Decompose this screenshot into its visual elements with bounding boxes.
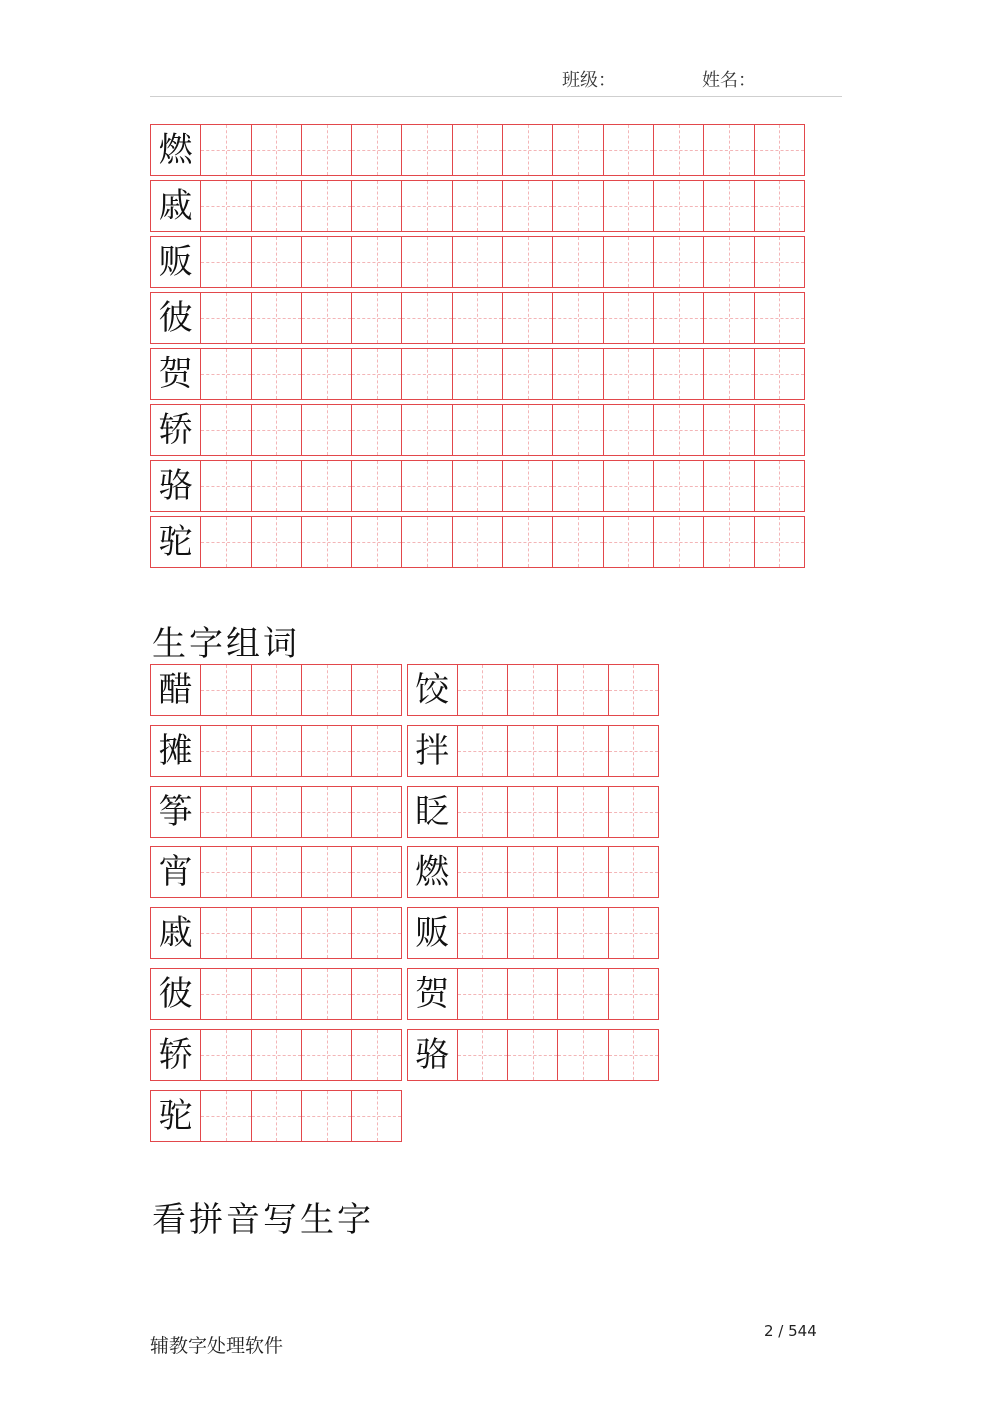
writing-cell[interactable] (452, 348, 503, 400)
practice-row (150, 124, 805, 176)
writing-cell[interactable] (552, 180, 603, 232)
writing-cell[interactable] (703, 292, 754, 344)
writing-cell[interactable] (603, 292, 654, 344)
writing-cell[interactable] (200, 460, 251, 512)
writing-cell[interactable] (754, 180, 805, 232)
writing-cell[interactable] (200, 348, 251, 400)
writing-cell[interactable] (351, 516, 402, 568)
writing-cell[interactable] (401, 460, 452, 512)
writing-cell[interactable] (351, 1090, 402, 1142)
writing-cell[interactable] (301, 348, 352, 400)
writing-cell[interactable] (552, 348, 603, 400)
writing-cell[interactable] (507, 907, 558, 959)
model-char: 轿 (158, 1034, 193, 1075)
writing-cell[interactable] (452, 404, 503, 456)
writing-cell[interactable] (251, 460, 302, 512)
writing-cell[interactable] (653, 292, 704, 344)
writing-cell[interactable] (251, 1029, 302, 1081)
writing-cell[interactable] (301, 968, 352, 1020)
model-char-cell (407, 664, 458, 716)
writing-cell[interactable] (351, 725, 402, 777)
writing-cell[interactable] (401, 236, 452, 288)
writing-cell[interactable] (251, 180, 302, 232)
writing-cell[interactable] (502, 460, 553, 512)
model-char-cell (150, 725, 201, 777)
writing-cell[interactable] (502, 236, 553, 288)
writing-cell[interactable] (251, 725, 302, 777)
writing-cell[interactable] (507, 664, 558, 716)
model-char-cell (150, 460, 201, 512)
model-char: 贺 (415, 974, 450, 1014)
writing-cell[interactable] (603, 348, 654, 400)
writing-cell[interactable] (608, 786, 659, 838)
model-char: 宵 (158, 852, 193, 893)
model-char: 彼 (158, 974, 193, 1014)
model-char-cell (150, 348, 201, 400)
writing-cell[interactable] (251, 786, 302, 838)
writing-cell[interactable] (251, 124, 302, 176)
word-block (407, 846, 659, 898)
writing-cell[interactable] (557, 725, 608, 777)
writing-cell[interactable] (603, 124, 654, 176)
writing-cell[interactable] (301, 460, 352, 512)
writing-cell[interactable] (703, 404, 754, 456)
word-block (150, 1090, 402, 1142)
writing-cell[interactable] (703, 460, 754, 512)
writing-cell[interactable] (351, 292, 402, 344)
model-char: 贩 (158, 242, 193, 282)
writing-cell[interactable] (552, 460, 603, 512)
practice-row (150, 404, 805, 456)
writing-cell[interactable] (351, 348, 402, 400)
model-char-cell (150, 292, 201, 344)
model-char-cell (150, 516, 201, 568)
model-char-cell (150, 664, 201, 716)
model-char: 戚 (158, 913, 193, 954)
model-char: 燃 (158, 130, 193, 170)
model-char: 骆 (158, 466, 193, 506)
writing-cell[interactable] (200, 968, 251, 1020)
writing-cell[interactable] (608, 1029, 659, 1081)
writing-cell[interactable] (507, 1029, 558, 1081)
writing-cell[interactable] (507, 846, 558, 898)
word-block (150, 907, 402, 959)
model-char-cell (407, 725, 458, 777)
writing-cell[interactable] (351, 404, 402, 456)
model-char-cell (407, 846, 458, 898)
writing-cell[interactable] (703, 180, 754, 232)
writing-cell[interactable] (200, 516, 251, 568)
writing-cell[interactable] (653, 180, 704, 232)
model-char-cell (407, 907, 458, 959)
writing-cell[interactable] (502, 124, 553, 176)
writing-cell[interactable] (653, 404, 704, 456)
writing-cell[interactable] (552, 292, 603, 344)
writing-cell[interactable] (457, 664, 508, 716)
writing-cell[interactable] (401, 292, 452, 344)
writing-cell[interactable] (557, 907, 608, 959)
writing-cell[interactable] (703, 124, 754, 176)
writing-cell[interactable] (557, 968, 608, 1020)
writing-cell[interactable] (200, 664, 251, 716)
word-block (150, 1029, 402, 1081)
model-char: 驼 (158, 1095, 193, 1136)
writing-cell[interactable] (754, 348, 805, 400)
writing-cell[interactable] (301, 664, 352, 716)
model-char-cell (150, 907, 201, 959)
model-char: 贩 (415, 913, 450, 954)
writing-cell[interactable] (301, 124, 352, 176)
model-char: 骆 (415, 1034, 450, 1075)
model-char-cell (150, 846, 201, 898)
practice-row (150, 516, 805, 568)
practice-row (150, 236, 805, 288)
writing-cell[interactable] (754, 516, 805, 568)
writing-cell[interactable] (351, 1029, 402, 1081)
writing-cell[interactable] (507, 725, 558, 777)
writing-cell[interactable] (452, 180, 503, 232)
writing-cell[interactable] (301, 1029, 352, 1081)
writing-cell[interactable] (200, 236, 251, 288)
model-char-cell (407, 968, 458, 1020)
writing-cell[interactable] (552, 516, 603, 568)
writing-cell[interactable] (301, 516, 352, 568)
writing-cell[interactable] (351, 124, 402, 176)
writing-cell[interactable] (452, 292, 503, 344)
writing-cell[interactable] (251, 404, 302, 456)
writing-cell[interactable] (251, 516, 302, 568)
writing-cell[interactable] (200, 846, 251, 898)
word-block (150, 846, 402, 898)
word-block (407, 907, 659, 959)
writing-cell[interactable] (200, 180, 251, 232)
model-char-cell (407, 786, 458, 838)
model-char: 筝 (158, 791, 193, 832)
model-char-cell (150, 180, 201, 232)
writing-cell[interactable] (603, 180, 654, 232)
word-block (407, 968, 659, 1020)
writing-cell[interactable] (507, 786, 558, 838)
writing-cell[interactable] (653, 236, 704, 288)
practice-row (150, 348, 805, 400)
writing-cell[interactable] (200, 1029, 251, 1081)
writing-cell[interactable] (200, 124, 251, 176)
software-name: 辅教字处理软件 (150, 1335, 284, 1357)
word-block (150, 786, 402, 838)
writing-cell[interactable] (301, 725, 352, 777)
practice-row (150, 180, 805, 232)
writing-cell[interactable] (351, 846, 402, 898)
model-char: 醋 (158, 670, 193, 710)
writing-cell[interactable] (502, 404, 553, 456)
model-char-cell (150, 124, 201, 176)
writing-cell[interactable] (251, 292, 302, 344)
writing-cell[interactable] (502, 180, 553, 232)
writing-cell[interactable] (754, 292, 805, 344)
model-char: 饺 (415, 670, 450, 710)
model-char: 彼 (158, 298, 193, 338)
writing-cell[interactable] (401, 180, 452, 232)
name-label: 姓名： (702, 70, 756, 91)
writing-cell[interactable] (457, 907, 508, 959)
writing-cell[interactable] (351, 180, 402, 232)
writing-cell[interactable] (557, 786, 608, 838)
writing-cell[interactable] (351, 968, 402, 1020)
model-char-cell (150, 786, 201, 838)
writing-cell[interactable] (653, 124, 704, 176)
model-char: 摊 (158, 730, 193, 771)
writing-cell[interactable] (653, 460, 704, 512)
writing-cell[interactable] (552, 236, 603, 288)
writing-cell[interactable] (502, 292, 553, 344)
word-block (407, 664, 659, 716)
writing-cell[interactable] (351, 460, 402, 512)
word-block (407, 786, 659, 838)
writing-cell[interactable] (401, 516, 452, 568)
writing-cell[interactable] (452, 460, 503, 512)
model-char: 燃 (415, 852, 450, 893)
writing-cell[interactable] (703, 236, 754, 288)
writing-cell[interactable] (608, 846, 659, 898)
writing-cell[interactable] (401, 348, 452, 400)
writing-cell[interactable] (251, 968, 302, 1020)
writing-cell[interactable] (502, 516, 553, 568)
writing-cell[interactable] (452, 124, 503, 176)
writing-cell[interactable] (552, 404, 603, 456)
writing-cell[interactable] (502, 348, 553, 400)
writing-cell[interactable] (457, 968, 508, 1020)
writing-cell[interactable] (452, 236, 503, 288)
model-char: 驼 (158, 522, 193, 562)
model-char: 戚 (158, 186, 193, 226)
writing-cell[interactable] (452, 516, 503, 568)
writing-cell[interactable] (351, 236, 402, 288)
writing-cell[interactable] (603, 460, 654, 512)
model-char-cell (150, 404, 201, 456)
writing-cell[interactable] (608, 725, 659, 777)
writing-cell[interactable] (200, 292, 251, 344)
writing-cell[interactable] (603, 516, 654, 568)
writing-cell[interactable] (557, 846, 608, 898)
writing-cell[interactable] (301, 404, 352, 456)
writing-cell[interactable] (457, 1029, 508, 1081)
model-char-cell (407, 1029, 458, 1081)
writing-cell[interactable] (552, 124, 603, 176)
writing-cell[interactable] (200, 907, 251, 959)
writing-cell[interactable] (251, 664, 302, 716)
word-block (150, 664, 402, 716)
writing-cell[interactable] (251, 907, 302, 959)
writing-cell[interactable] (653, 516, 704, 568)
writing-cell[interactable] (457, 846, 508, 898)
writing-cell[interactable] (301, 1090, 352, 1142)
model-char-cell (150, 1090, 201, 1142)
word-block (407, 725, 659, 777)
writing-cell[interactable] (507, 968, 558, 1020)
model-char: 眨 (415, 791, 450, 832)
writing-cell[interactable] (557, 1029, 608, 1081)
class-label: 班级： (562, 70, 616, 91)
pinyin-section-title: 看拼音写生字 (152, 1200, 374, 1240)
writing-cell[interactable] (301, 907, 352, 959)
writing-cell[interactable] (351, 664, 402, 716)
writing-cell[interactable] (754, 404, 805, 456)
writing-cell[interactable] (301, 292, 352, 344)
writing-cell[interactable] (200, 786, 251, 838)
model-char: 贺 (158, 354, 193, 394)
writing-cell[interactable] (401, 124, 452, 176)
writing-cell[interactable] (754, 236, 805, 288)
writing-cell[interactable] (301, 236, 352, 288)
writing-cell[interactable] (251, 236, 302, 288)
writing-cell[interactable] (603, 404, 654, 456)
writing-cell[interactable] (251, 846, 302, 898)
practice-row (150, 292, 805, 344)
writing-cell[interactable] (301, 180, 352, 232)
writing-cell[interactable] (457, 786, 508, 838)
writing-cell[interactable] (608, 968, 659, 1020)
writing-cell[interactable] (703, 516, 754, 568)
writing-cell[interactable] (608, 907, 659, 959)
word-block (407, 1029, 659, 1081)
writing-cell[interactable] (557, 664, 608, 716)
writing-cell[interactable] (251, 1090, 302, 1142)
model-char: 轿 (158, 410, 193, 450)
writing-cell[interactable] (301, 846, 352, 898)
writing-cell[interactable] (754, 460, 805, 512)
writing-cell[interactable] (401, 404, 452, 456)
writing-cell[interactable] (200, 1090, 251, 1142)
page-number: 2 / 544 (764, 1322, 817, 1340)
practice-row (150, 460, 805, 512)
model-char-cell (150, 1029, 201, 1081)
writing-cell[interactable] (754, 124, 805, 176)
writing-cell[interactable] (653, 348, 704, 400)
model-char-cell (150, 968, 201, 1020)
writing-cell[interactable] (351, 786, 402, 838)
writing-cell[interactable] (603, 236, 654, 288)
writing-cell[interactable] (351, 907, 402, 959)
writing-cell[interactable] (251, 348, 302, 400)
word-section-title: 生字组词 (152, 624, 300, 664)
writing-cell[interactable] (200, 404, 251, 456)
header-rule (150, 96, 842, 97)
writing-cell[interactable] (301, 786, 352, 838)
writing-cell[interactable] (200, 725, 251, 777)
word-block (150, 725, 402, 777)
model-char: 拌 (415, 730, 450, 771)
writing-cell[interactable] (703, 348, 754, 400)
writing-cell[interactable] (457, 725, 508, 777)
writing-cell[interactable] (608, 664, 659, 716)
model-char-cell (150, 236, 201, 288)
word-block (150, 968, 402, 1020)
